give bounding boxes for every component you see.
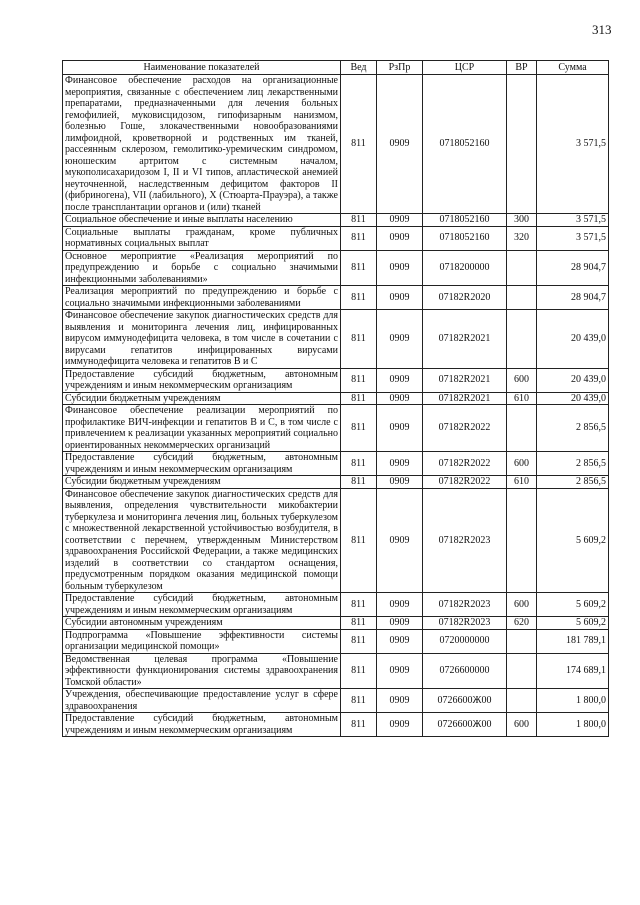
row-name: Субсидии автономным учреждениям [63,617,341,630]
header-name: Наименование показателей [63,61,341,75]
row-ved: 811 [341,617,377,630]
row-ved: 811 [341,286,377,310]
row-rzpr: 0909 [377,392,423,405]
row-ved: 811 [341,368,377,392]
header-sum: Сумма [537,61,609,75]
row-vr [507,286,537,310]
table-row [63,75,609,214]
budget-table [62,60,609,737]
row-name: Основное мероприятие «Реализация мероприятий по предупреждению и борьбе с социально значимыми инфекционными заболеваниями» [63,250,341,286]
row-sum: 2 856,5 [537,452,609,476]
row-vr [507,488,537,593]
row-sum: 5 609,2 [537,593,609,617]
row-ved: 811 [341,392,377,405]
row-name: Социальное обеспечение и иные выплаты населению [63,214,341,227]
row-rzpr: 0909 [377,689,423,713]
table-row [63,476,609,489]
table-row [63,214,609,227]
row-vr: 610 [507,392,537,405]
row-ved: 811 [341,488,377,593]
row-csr: 0718052160 [423,226,507,250]
row-vr: 620 [507,617,537,630]
header-ved: Вед [341,61,377,75]
row-ved: 811 [341,405,377,452]
row-vr [507,405,537,452]
table-row [63,488,609,593]
row-rzpr: 0909 [377,593,423,617]
row-sum: 5 609,2 [537,617,609,630]
row-vr: 300 [507,214,537,227]
row-name: Предоставление субсидий бюджетным, автономным учреждениям и иным некоммерческим организациям [63,593,341,617]
row-csr: 07182R2023 [423,617,507,630]
row-name: Субсидии бюджетным учреждениям [63,392,341,405]
table-row [63,310,609,369]
row-sum: 20 439,0 [537,392,609,405]
table-row [63,713,609,737]
row-name: Финансовое обеспечение закупок диагностических средств для выявления, определения чувствительности микобактерии туберкулеза и мониторинга лечения лиц, больных туберкулезом с множественной лекарственной устойчивостью возбудителя, в соответствии с перечнем, утвержденным Министерством здравоохранения Российской Федерации, а также медицинских изделий в соответствии со стандартом оснащения, предусмотренным порядком оказания медицинской помощи больным туберкулезом [63,488,341,593]
row-vr [507,310,537,369]
row-name: Социальные выплаты гражданам, кроме публичных нормативных социальных выплат [63,226,341,250]
row-rzpr: 0909 [377,368,423,392]
row-vr [507,75,537,214]
row-csr: 0726600Ж00 [423,689,507,713]
table-row [63,286,609,310]
row-csr: 07182R2023 [423,593,507,617]
row-rzpr: 0909 [377,617,423,630]
row-vr [507,689,537,713]
row-vr: 600 [507,452,537,476]
row-sum: 20 439,0 [537,368,609,392]
row-csr: 07182R2023 [423,488,507,593]
table-row [63,593,609,617]
row-rzpr: 0909 [377,653,423,689]
row-ved: 811 [341,452,377,476]
row-ved: 811 [341,713,377,737]
row-ved: 811 [341,226,377,250]
row-csr: 07182R2022 [423,452,507,476]
row-rzpr: 0909 [377,629,423,653]
row-sum: 5 609,2 [537,488,609,593]
table-row [63,250,609,286]
row-rzpr: 0909 [377,214,423,227]
row-name: Субсидии бюджетным учреждениям [63,476,341,489]
row-name: Финансовое обеспечение закупок диагностических средств для выявления и мониторинга лечения лиц, инфицированных вирусом иммунодефицита человека, в том числе в сочетании с вирусами гепатитов инфицированных вирусами иммунодефицита человека и гепатитов В и С [63,310,341,369]
row-csr: 07182R2022 [423,405,507,452]
row-rzpr: 0909 [377,250,423,286]
row-rzpr: 0909 [377,452,423,476]
row-sum: 28 904,7 [537,286,609,310]
row-ved: 811 [341,75,377,214]
row-sum: 2 856,5 [537,405,609,452]
row-sum: 3 571,5 [537,226,609,250]
table-header-row [63,61,609,75]
table-row [63,452,609,476]
row-vr: 610 [507,476,537,489]
header-vr: ВР [507,61,537,75]
header-rzpr: РзПр [377,61,423,75]
row-vr: 600 [507,593,537,617]
row-ved: 811 [341,214,377,227]
row-vr: 600 [507,368,537,392]
row-rzpr: 0909 [377,75,423,214]
row-csr: 0718052160 [423,75,507,214]
row-csr: 0718200000 [423,250,507,286]
table-row [63,226,609,250]
table-row [63,689,609,713]
page-number: 313 [592,22,612,37]
row-rzpr: 0909 [377,488,423,593]
row-name: Реализация мероприятий по предупреждению и борьбе с социально значимыми инфекционными заболеваниями [63,286,341,310]
row-name: Финансовое обеспечение реализации мероприятий по профилактике ВИЧ-инфекции и гепатитов В и С, в том числе с привлечением к реализации указанных мероприятий социально ориентированных некоммерческих организаций [63,405,341,452]
row-name: Предоставление субсидий бюджетным, автономным учреждениям и иным некоммерческим организациям [63,368,341,392]
row-sum: 2 856,5 [537,476,609,489]
row-sum: 181 789,1 [537,629,609,653]
row-vr [507,653,537,689]
table-row [63,617,609,630]
row-csr: 07182R2021 [423,368,507,392]
row-ved: 811 [341,476,377,489]
row-csr: 07182R2022 [423,476,507,489]
row-csr: 07182R2021 [423,392,507,405]
row-name: Подпрограмма «Повышение эффективности системы организации медицинской помощи» [63,629,341,653]
row-name: Предоставление субсидий бюджетным, автономным учреждениям и иным некоммерческим организациям [63,452,341,476]
table-row [63,405,609,452]
row-ved: 811 [341,653,377,689]
row-csr: 07182R2021 [423,310,507,369]
table-body [63,75,609,737]
row-name: Ведомственная целевая программа «Повышение эффективности функционирования системы здравоохранения Томской области» [63,653,341,689]
row-ved: 811 [341,310,377,369]
row-ved: 811 [341,250,377,286]
table-row [63,629,609,653]
row-rzpr: 0909 [377,713,423,737]
row-name: Учреждения, обеспечивающие предоставление услуг в сфере здравоохранения [63,689,341,713]
row-sum: 28 904,7 [537,250,609,286]
row-sum: 1 800,0 [537,713,609,737]
row-ved: 811 [341,593,377,617]
row-csr: 0720000000 [423,629,507,653]
row-ved: 811 [341,689,377,713]
row-name: Предоставление субсидий бюджетным, автономным учреждениям и иным некоммерческим организациям [63,713,341,737]
row-csr: 07182R2020 [423,286,507,310]
row-vr: 600 [507,713,537,737]
row-name: Финансовое обеспечение расходов на организационные мероприятия, связанные с обеспечением лиц лекарственными препаратами, предназначенными для лечения больных гемофилией, муковисцидозом, гипофизарным нанизмом, болезнью Гоше, злокачественными новообразованиями лимфоидной, кроветворной и родственных им тканей, рассеянным склерозом, гемолитико-уремическим синдромом, юношеским артритом с системным началом, мукополисахаридозом I, II и VI типов, апластической анемией неуточненной, наследственным дефицитом факторов II (фибриногена), VII (лабильного), X (Стюарта-Прауэра), а также после трансплантации органов и (или) тканей [63,75,341,214]
header-csr: ЦСР [423,61,507,75]
row-sum: 20 439,0 [537,310,609,369]
row-vr: 320 [507,226,537,250]
row-vr [507,629,537,653]
table-row [63,392,609,405]
row-rzpr: 0909 [377,476,423,489]
row-csr: 0718052160 [423,214,507,227]
row-sum: 174 689,1 [537,653,609,689]
row-ved: 811 [341,629,377,653]
table-row [63,368,609,392]
row-sum: 1 800,0 [537,689,609,713]
row-rzpr: 0909 [377,405,423,452]
table-row [63,653,609,689]
row-rzpr: 0909 [377,310,423,369]
row-vr [507,250,537,286]
row-rzpr: 0909 [377,226,423,250]
row-csr: 0726600Ж00 [423,713,507,737]
row-sum: 3 571,5 [537,214,609,227]
row-sum: 3 571,5 [537,75,609,214]
row-rzpr: 0909 [377,286,423,310]
row-csr: 0726600000 [423,653,507,689]
